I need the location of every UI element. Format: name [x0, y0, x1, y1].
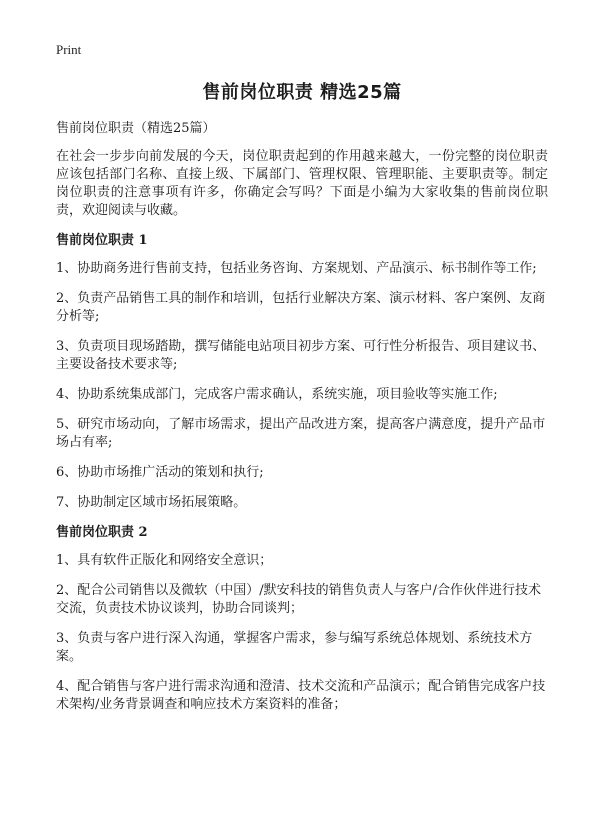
section-heading: 售前岗位职责 2 — [56, 525, 148, 540]
list-item: 5、研究市场动向，了解市场需求，提出产品改进方案，提高客户满意度，提升产品市场占有率; — [56, 417, 546, 450]
page-title: 售前岗位职责 精选25篇 — [202, 82, 402, 103]
section-2 — [56, 524, 548, 714]
section-1 — [56, 232, 548, 512]
intro-paragraph: 在社会一步步向前发展的今天，岗位职责起到的作用越来越大，一份完整的岗位职责应该包括部门名称、直接上级、下属部门、管理权限、管理职能、主要职责等。制定岗位职责的注意事项有许多，你确定会写吗？下面是小编为大家收集的售前岗位职责，欢迎阅读与收藏。 — [56, 149, 548, 218]
print-label: Print — [56, 42, 82, 57]
list-item: 2、配合公司销售以及微软（中国）/默安科技的销售负责人与客户/合作伙伴进行技术交流，负责技术协议谈判，协助合同谈判； — [56, 583, 542, 616]
list-item: 6、协助市场推广活动的策划和执行; — [56, 465, 264, 480]
section-heading: 售前岗位职责 1 — [56, 233, 148, 248]
list-item: 3、负责与客户进行深入沟通，掌握客户需求，参与编写系统总体规划、系统技术方案。 — [56, 631, 533, 664]
list-item: 7、协助制定区域市场拓展策略。 — [56, 495, 247, 510]
list-item: 4、协助系统集成部门，完成客户需求确认，系统实施，项目验收等实施工作; — [56, 387, 498, 402]
list-item: 1、协助商务进行售前支持，包括业务咨询、方案规划、产品演示、标书制作等工作; — [56, 261, 537, 276]
list-item: 2、负责产品销售工具的制作和培训，包括行业解决方案、演示材料、客户案例、友商分析等; — [56, 291, 546, 324]
list-item: 1、具有软件正版化和网络安全意识； — [56, 553, 273, 568]
document-subtitle: 售前岗位职责（精选25篇） — [56, 121, 216, 136]
list-item: 3、负责项目现场踏勘，撰写储能电站项目初步方案、可行性分析报告、项目建议书、主要设备技术要求等; — [56, 339, 546, 372]
list-item: 4、配合销售与客户进行需求沟通和澄清、技术交流和产品演示；配合销售完成客户技术架构/业务背景调查和响应技术方案资料的准备； — [56, 679, 546, 712]
